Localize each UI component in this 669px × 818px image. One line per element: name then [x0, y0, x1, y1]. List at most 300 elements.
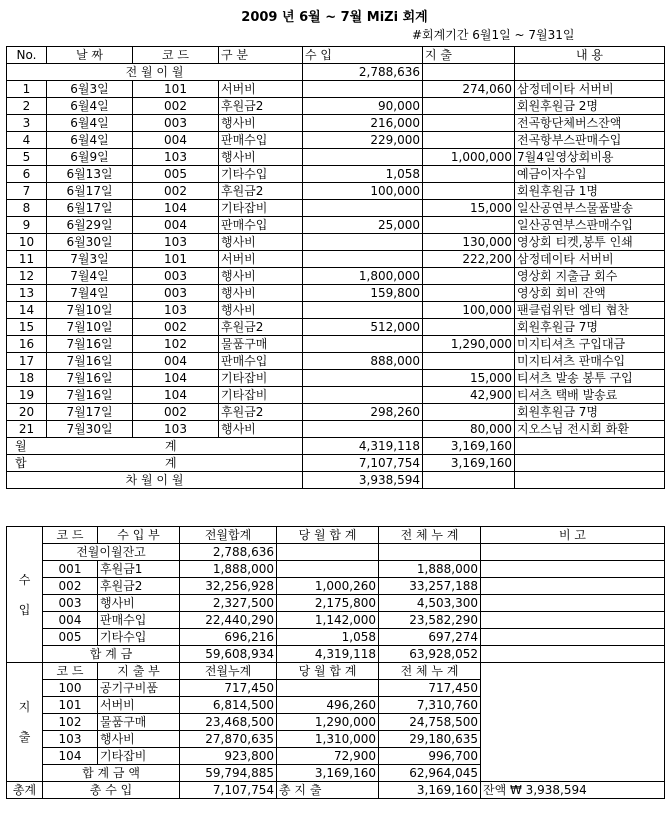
expense-side-char: 출 — [18, 730, 31, 744]
row-income: 298,260 — [303, 404, 423, 421]
row-code: 104 — [133, 387, 219, 404]
row-date: 6월4일 — [47, 98, 133, 115]
income-header-row — [7, 527, 665, 544]
row-expense: 15,000 — [423, 200, 515, 217]
row-income — [303, 302, 423, 319]
row-expense: 1,000,000 — [423, 149, 515, 166]
header-category: 구 분 — [219, 47, 303, 64]
row-date: 6월3일 — [47, 81, 133, 98]
row-code: 103 — [133, 421, 219, 438]
ledger-row — [7, 285, 665, 302]
row-expense — [423, 285, 515, 302]
income-month: 1,142,000 — [277, 612, 379, 629]
empty-cell — [481, 578, 665, 595]
header-income: 수 입 — [303, 47, 423, 64]
row-date: 7월10일 — [47, 302, 133, 319]
row-description: 삼정데이타 서버비 — [515, 251, 665, 268]
row-income — [303, 200, 423, 217]
ledger-row — [7, 200, 665, 217]
row-description: 미지티셔츠 판매수입 — [515, 353, 665, 370]
empty-cell — [515, 472, 665, 489]
row-code: 005 — [133, 166, 219, 183]
ledger-row — [7, 81, 665, 98]
income-side-char: 수 — [18, 572, 31, 587]
opening-balance-row — [7, 64, 665, 81]
grand-total-label — [7, 455, 303, 472]
row-date: 7월30일 — [47, 421, 133, 438]
row-description: 미지티셔츠 구입대금 — [515, 336, 665, 353]
grand-total-label-a: 합 — [15, 456, 27, 470]
row-expense — [423, 353, 515, 370]
row-expense: 100,000 — [423, 302, 515, 319]
row-no: 8 — [7, 200, 47, 217]
income-sum-label: 합 계 금 — [43, 646, 180, 663]
row-category: 기타잡비 — [219, 387, 303, 404]
income-account-row — [7, 629, 665, 646]
header-date: 날 짜 — [47, 47, 133, 64]
row-expense — [423, 217, 515, 234]
total-expense-amount: 3,169,160 — [379, 782, 481, 799]
empty-cell — [423, 472, 515, 489]
total-income-amount: 7,107,754 — [180, 782, 277, 799]
row-no: 11 — [7, 251, 47, 268]
month-total-label-b: 계 — [165, 439, 177, 453]
ledger-row — [7, 115, 665, 132]
row-category: 후원금2 — [219, 183, 303, 200]
row-no: 5 — [7, 149, 47, 166]
row-income — [303, 81, 423, 98]
expense-name: 행사비 — [98, 731, 180, 748]
income-code: 002 — [43, 578, 98, 595]
row-category: 후원금2 — [219, 319, 303, 336]
row-expense: 15,000 — [423, 370, 515, 387]
row-income — [303, 387, 423, 404]
grand-total-income: 7,107,754 — [303, 455, 423, 472]
expense-prev: 23,468,500 — [180, 714, 277, 731]
income-prev: 2,327,500 — [180, 595, 277, 612]
income-opening-label: 전월이월잔고 — [43, 544, 180, 561]
header-code: 코 드 — [133, 47, 219, 64]
row-category: 행사비 — [219, 302, 303, 319]
income-name: 판매수입 — [98, 612, 180, 629]
row-description: 영상회 티켓,봉투 인쇄 — [515, 234, 665, 251]
income-code: 004 — [43, 612, 98, 629]
row-code: 104 — [133, 370, 219, 387]
expense-header-row — [7, 663, 665, 680]
row-expense — [423, 98, 515, 115]
income-account-row — [7, 578, 665, 595]
opening-balance-amount: 2,788,636 — [303, 64, 423, 81]
empty-cell — [423, 64, 515, 81]
row-expense: 274,060 — [423, 81, 515, 98]
income-month — [277, 561, 379, 578]
income-sum-row — [7, 646, 665, 663]
ledger-row — [7, 183, 665, 200]
row-date: 6월13일 — [47, 166, 133, 183]
row-no: 18 — [7, 370, 47, 387]
income-total: 697,274 — [379, 629, 481, 646]
expense-prev: 717,450 — [180, 680, 277, 697]
expense-header-month: 당 월 합 계 — [277, 663, 379, 680]
row-no: 1 — [7, 81, 47, 98]
page-title: 2009 년 6월 ~ 7월 MiZi 회계 — [241, 10, 428, 25]
row-code: 002 — [133, 183, 219, 200]
row-code: 103 — [133, 234, 219, 251]
row-date: 7월16일 — [47, 387, 133, 404]
income-header-month: 당 월 합 계 — [277, 527, 379, 544]
expense-sum-prev: 59,794,885 — [180, 765, 277, 782]
expense-code: 104 — [43, 748, 98, 765]
row-no: 2 — [7, 98, 47, 115]
expense-prev: 923,800 — [180, 748, 277, 765]
ledger-row — [7, 268, 665, 285]
ledger-row — [7, 302, 665, 319]
income-prev: 1,888,000 — [180, 561, 277, 578]
income-header-note: 비 고 — [481, 527, 665, 544]
expense-header-total: 전 체 누 계 — [379, 663, 481, 680]
row-description: 영상회 회비 잔액 — [515, 285, 665, 302]
total-income-label: 총 수 입 — [43, 782, 180, 799]
row-code: 101 — [133, 81, 219, 98]
row-code: 002 — [133, 404, 219, 421]
expense-month — [277, 680, 379, 697]
empty-cell — [481, 561, 665, 578]
row-date: 7월16일 — [47, 353, 133, 370]
row-income — [303, 421, 423, 438]
expense-header-code: 코 드 — [43, 663, 98, 680]
row-date: 6월29일 — [47, 217, 133, 234]
row-income — [303, 234, 423, 251]
empty-cell — [379, 544, 481, 561]
row-category: 행사비 — [219, 421, 303, 438]
carry-forward-row — [7, 472, 665, 489]
expense-name: 공기구비품 — [98, 680, 180, 697]
income-prev: 22,440,290 — [180, 612, 277, 629]
row-description: 전곡항부스판매수입 — [515, 132, 665, 149]
row-no: 20 — [7, 404, 47, 421]
row-date: 7월16일 — [47, 370, 133, 387]
ledger-row — [7, 319, 665, 336]
expense-name: 기타잡비 — [98, 748, 180, 765]
ledger-row — [7, 149, 665, 166]
row-no: 7 — [7, 183, 47, 200]
row-date: 6월17일 — [47, 200, 133, 217]
row-date: 6월4일 — [47, 115, 133, 132]
empty-cell — [481, 612, 665, 629]
row-code: 104 — [133, 200, 219, 217]
header-no: No. — [7, 47, 47, 64]
row-description: 일산공연부스물품발송 — [515, 200, 665, 217]
row-income: 229,000 — [303, 132, 423, 149]
income-month: 1,000,260 — [277, 578, 379, 595]
row-code: 003 — [133, 115, 219, 132]
expense-side-char: 지 — [18, 700, 31, 714]
row-category: 판매수입 — [219, 217, 303, 234]
expense-code: 100 — [43, 680, 98, 697]
grand-summary-label: 총계 — [7, 782, 43, 799]
income-total: 4,503,300 — [379, 595, 481, 612]
row-description: 회원후원금 7명 — [515, 319, 665, 336]
ledger-table — [6, 46, 665, 489]
row-income: 216,000 — [303, 115, 423, 132]
row-category: 기타수입 — [219, 166, 303, 183]
row-category: 행사비 — [219, 268, 303, 285]
ledger-row — [7, 166, 665, 183]
row-no: 17 — [7, 353, 47, 370]
empty-cell — [515, 438, 665, 455]
row-category: 서버비 — [219, 81, 303, 98]
row-income: 1,058 — [303, 166, 423, 183]
row-expense — [423, 166, 515, 183]
empty-cell — [515, 64, 665, 81]
row-code: 004 — [133, 353, 219, 370]
row-expense — [423, 268, 515, 285]
row-income: 90,000 — [303, 98, 423, 115]
ledger-row — [7, 234, 665, 251]
row-date: 7월17일 — [47, 404, 133, 421]
row-expense: 80,000 — [423, 421, 515, 438]
row-expense — [423, 132, 515, 149]
row-description: 전곡항단체버스잔액 — [515, 115, 665, 132]
row-description: 삼정데이타 서버비 — [515, 81, 665, 98]
row-no: 6 — [7, 166, 47, 183]
income-account-row — [7, 561, 665, 578]
row-date: 6월9일 — [47, 149, 133, 166]
empty-cell — [277, 544, 379, 561]
row-description: 팬클럽위탄 엠티 협찬 — [515, 302, 665, 319]
row-description: 회원후원금 2명 — [515, 98, 665, 115]
row-expense: 222,200 — [423, 251, 515, 268]
row-income — [303, 149, 423, 166]
row-code: 002 — [133, 319, 219, 336]
row-category: 행사비 — [219, 285, 303, 302]
row-code: 004 — [133, 217, 219, 234]
ledger-row — [7, 353, 665, 370]
row-no: 9 — [7, 217, 47, 234]
income-month: 2,175,800 — [277, 595, 379, 612]
row-income: 159,800 — [303, 285, 423, 302]
expense-total: 996,700 — [379, 748, 481, 765]
income-prev: 32,256,928 — [180, 578, 277, 595]
row-date: 6월4일 — [47, 132, 133, 149]
row-description: 7월4일영상회비용 — [515, 149, 665, 166]
ledger-row — [7, 132, 665, 149]
grand-total-row — [7, 455, 665, 472]
row-date: 7월3일 — [47, 251, 133, 268]
income-total: 33,257,188 — [379, 578, 481, 595]
row-code: 002 — [133, 98, 219, 115]
row-description: 일산공연부스판매수입 — [515, 217, 665, 234]
expense-name: 물품구매 — [98, 714, 180, 731]
row-description: 티셔츠 발송 봉투 구입 — [515, 370, 665, 387]
expense-side-label — [7, 663, 43, 782]
balance-amount: 잔액 ₩ 3,938,594 — [481, 782, 665, 799]
summary-table — [6, 526, 665, 799]
row-income — [303, 370, 423, 387]
ledger-row — [7, 404, 665, 421]
row-expense — [423, 404, 515, 421]
row-expense — [423, 115, 515, 132]
income-total: 1,888,000 — [379, 561, 481, 578]
income-code: 001 — [43, 561, 98, 578]
row-category: 판매수입 — [219, 353, 303, 370]
income-header-prev: 전월합계 — [180, 527, 277, 544]
row-category: 기타잡비 — [219, 370, 303, 387]
row-no: 4 — [7, 132, 47, 149]
ledger-row — [7, 421, 665, 438]
income-opening-row — [7, 544, 665, 561]
row-date: 7월4일 — [47, 268, 133, 285]
row-no: 14 — [7, 302, 47, 319]
income-sum-month: 4,319,118 — [277, 646, 379, 663]
empty-cell — [481, 544, 665, 561]
row-date: 7월16일 — [47, 336, 133, 353]
row-date: 7월4일 — [47, 285, 133, 302]
empty-cell — [481, 595, 665, 612]
expense-total: 29,180,635 — [379, 731, 481, 748]
expense-sum-month: 3,169,160 — [277, 765, 379, 782]
row-category: 판매수입 — [219, 132, 303, 149]
row-category: 행사비 — [219, 149, 303, 166]
income-account-row — [7, 595, 665, 612]
row-category: 후원금2 — [219, 98, 303, 115]
expense-month: 1,310,000 — [277, 731, 379, 748]
grand-total-label-b: 계 — [165, 456, 177, 470]
ledger-row — [7, 336, 665, 353]
row-category: 행사비 — [219, 115, 303, 132]
row-code: 101 — [133, 251, 219, 268]
row-no: 19 — [7, 387, 47, 404]
row-description: 예금이자수입 — [515, 166, 665, 183]
row-category: 기타잡비 — [219, 200, 303, 217]
income-code: 003 — [43, 595, 98, 612]
empty-cell — [515, 455, 665, 472]
expense-code: 103 — [43, 731, 98, 748]
row-date: 7월10일 — [47, 319, 133, 336]
income-name: 후원금1 — [98, 561, 180, 578]
income-side-label — [7, 527, 43, 663]
row-category: 후원금2 — [219, 404, 303, 421]
income-name: 기타수입 — [98, 629, 180, 646]
row-no: 12 — [7, 268, 47, 285]
row-code: 003 — [133, 285, 219, 302]
row-no: 16 — [7, 336, 47, 353]
income-sum-total: 63,928,052 — [379, 646, 481, 663]
row-description: 티셔츠 택배 발송료 — [515, 387, 665, 404]
row-income: 512,000 — [303, 319, 423, 336]
month-total-income: 4,319,118 — [303, 438, 423, 455]
ledger-row — [7, 251, 665, 268]
row-expense: 130,000 — [423, 234, 515, 251]
row-no: 3 — [7, 115, 47, 132]
row-income — [303, 251, 423, 268]
row-description: 지오스님 전시회 화환 — [515, 421, 665, 438]
row-category: 행사비 — [219, 234, 303, 251]
row-code: 004 — [133, 132, 219, 149]
row-no: 10 — [7, 234, 47, 251]
row-date: 6월17일 — [47, 183, 133, 200]
expense-month: 72,900 — [277, 748, 379, 765]
expense-header-prev: 전월누계 — [180, 663, 277, 680]
carry-forward-amount: 3,938,594 — [303, 472, 423, 489]
row-code: 103 — [133, 149, 219, 166]
row-date: 6월30일 — [47, 234, 133, 251]
row-no: 21 — [7, 421, 47, 438]
expense-month: 1,290,000 — [277, 714, 379, 731]
header-description: 내 용 — [515, 47, 665, 64]
income-account-row — [7, 612, 665, 629]
expense-total: 717,450 — [379, 680, 481, 697]
month-total-expense: 3,169,160 — [423, 438, 515, 455]
expense-prev: 27,870,635 — [180, 731, 277, 748]
income-opening-prev: 2,788,636 — [180, 544, 277, 561]
expense-name: 서버비 — [98, 697, 180, 714]
row-category: 서버비 — [219, 251, 303, 268]
summary-note-area — [481, 663, 665, 782]
opening-balance-label: 전 월 이 월 — [7, 64, 303, 81]
income-code: 005 — [43, 629, 98, 646]
income-sum-prev: 59,608,934 — [180, 646, 277, 663]
expense-code: 101 — [43, 697, 98, 714]
income-side-char: 입 — [18, 602, 31, 617]
ledger-row — [7, 217, 665, 234]
header-expense: 지 출 — [423, 47, 515, 64]
row-category: 물품구매 — [219, 336, 303, 353]
ledger-row — [7, 387, 665, 404]
income-name: 후원금2 — [98, 578, 180, 595]
income-name: 행사비 — [98, 595, 180, 612]
row-code: 003 — [133, 268, 219, 285]
row-code: 102 — [133, 336, 219, 353]
income-total: 23,582,290 — [379, 612, 481, 629]
total-expense-label: 총 지 출 — [277, 782, 379, 799]
income-prev: 696,216 — [180, 629, 277, 646]
expense-month: 496,260 — [277, 697, 379, 714]
ledger-header-row — [7, 47, 665, 64]
month-total-label — [7, 438, 303, 455]
row-income: 25,000 — [303, 217, 423, 234]
row-income — [303, 336, 423, 353]
carry-forward-label: 차 월 이 월 — [7, 472, 303, 489]
row-expense: 1,290,000 — [423, 336, 515, 353]
row-expense — [423, 183, 515, 200]
row-expense: 42,900 — [423, 387, 515, 404]
month-total-label-a: 월 — [15, 439, 27, 453]
month-total-row — [7, 438, 665, 455]
row-income: 100,000 — [303, 183, 423, 200]
row-expense — [423, 319, 515, 336]
accounting-period: #회계기간 6월1일 ~ 7월31일 — [412, 28, 575, 42]
grand-summary-row — [7, 782, 665, 799]
row-no: 13 — [7, 285, 47, 302]
expense-sum-label: 합 계 금 액 — [43, 765, 180, 782]
row-no: 15 — [7, 319, 47, 336]
empty-cell — [481, 646, 665, 663]
expense-sum-total: 62,964,045 — [379, 765, 481, 782]
expense-code: 102 — [43, 714, 98, 731]
expense-prev: 6,814,500 — [180, 697, 277, 714]
row-income: 888,000 — [303, 353, 423, 370]
row-description: 회원후원금 1명 — [515, 183, 665, 200]
grand-total-expense: 3,169,160 — [423, 455, 515, 472]
row-code: 103 — [133, 302, 219, 319]
income-header-code: 코 드 — [43, 527, 98, 544]
empty-cell — [481, 629, 665, 646]
ledger-row — [7, 98, 665, 115]
income-header-name: 수 입 부 — [98, 527, 180, 544]
row-description: 회원후원금 7명 — [515, 404, 665, 421]
expense-total: 7,310,760 — [379, 697, 481, 714]
